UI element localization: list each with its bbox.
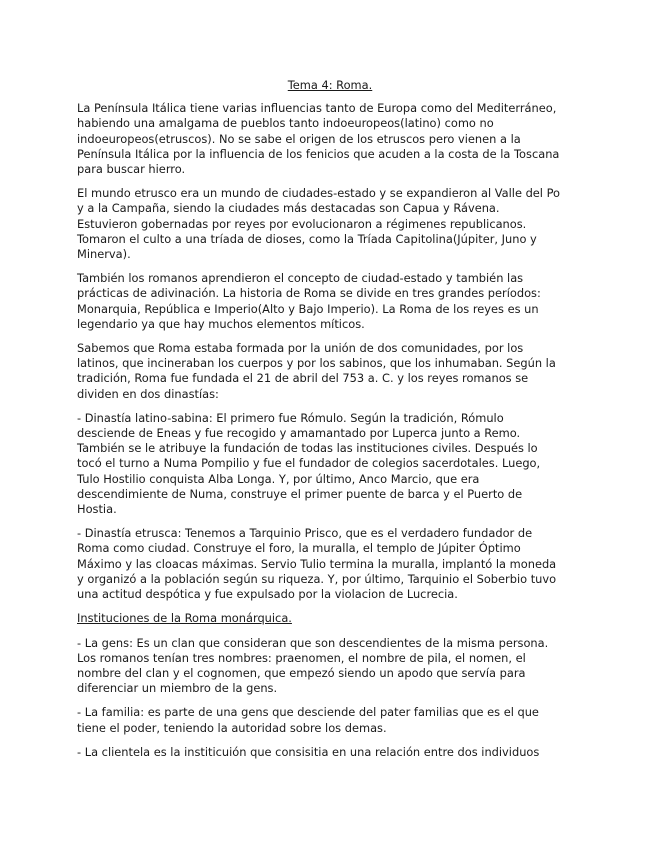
- text-line: descendimiente de Numa, construye el primer puente de barca y el Puerto de: [77, 486, 523, 501]
- paragraph: [77, 745, 583, 760]
- text-line: tradición, Roma fue fundada el 21 de abril del 753 a. C. y los reyes romanos se: [77, 371, 529, 386]
- text-line: indoeuropeos(etruscos). No se sabe el origen de los etruscos pero vienen a la: [77, 131, 521, 146]
- text-line: Roma como ciudad. Construye el foro, la muralla, el templo de Júpiter Óptimo: [77, 541, 521, 556]
- text-line: - La clientela es la institicuión que consisitia en una relación entre dos individuos: [77, 744, 540, 759]
- text-line: y organizó a la población según su riqueza. Y, por último, Tarquinio el Soberbio tuvo: [77, 571, 557, 586]
- text-line: - La familia: es parte de una gens que desciende del pater familias que es el que: [77, 705, 539, 720]
- text-line: prácticas de adivinación. La historia de Roma se divide en tres grandes períodos:: [77, 286, 541, 301]
- text-line: - La gens: Es un clan que consideran que son descendientes de la misma persona.: [77, 635, 549, 650]
- text-line: tiene el poder, teniendo la autoridad sobre los demas.: [77, 720, 387, 735]
- document-title: Tema 4: Roma.: [287, 78, 373, 92]
- text-line: Estuvieron gobernadas por reyes por evolucionaron a régimenes republicanos.: [77, 216, 527, 231]
- text-line: Minerva).: [77, 247, 131, 262]
- text-line: una actitud despótica y fue expulsado por la violacion de Lucrecia.: [77, 587, 458, 602]
- paragraph: [77, 411, 583, 517]
- text-line: diferenciar un miembro de la gens.: [77, 681, 278, 696]
- paragraph: [77, 186, 583, 262]
- document-page: [77, 78, 583, 769]
- text-line: Sabemos que Roma estaba formada por la unión de dos comunidades, por los: [77, 341, 524, 356]
- text-line: Máximo y las cloacas máximas. Servio Tulio termina la muralla, implantó la moneda: [77, 556, 557, 571]
- text-line: tocó el turno a Numa Pompilio y fue el fundador de colegios sacerdotales. Luego,: [77, 456, 541, 471]
- text-line: nombre del clan y el cognomen, que empezó siendo un apodo que servía para: [77, 665, 526, 680]
- paragraph: [77, 526, 583, 602]
- section-heading: Instituciones de la Roma monárquica.: [77, 611, 292, 626]
- text-line: - Dinastía etrusca: Tenemos a Tarquinio Prisco, que es el verdadero fundador de: [77, 526, 533, 541]
- paragraph: [77, 705, 583, 735]
- text-line: También se le atribuye la fundación de todas las instituciones civiles. Después lo: [77, 441, 538, 456]
- text-line: Monarquia, República e Imperio(Alto y Bajo Imperio). La Roma de los reyes es un: [77, 301, 539, 316]
- paragraph: [77, 636, 583, 697]
- text-line: Los romanos tenían tres nombres: praenomen, el nombre de pila, el nomen, el: [77, 650, 526, 665]
- paragraph: [77, 341, 583, 402]
- text-line: - Dinastía latino-sabina: El primero fue Rómulo. Según la tradición, Rómulo: [77, 410, 504, 425]
- paragraph: [77, 271, 583, 332]
- text-line: Hostia.: [77, 502, 117, 517]
- text-line: desciende de Eneas y fue recogido y amamantado por Luperca junto a Remo.: [77, 426, 521, 441]
- text-line: habiendo una amalgama de pueblos tanto indoeuropeos(latino) como no: [77, 116, 494, 131]
- text-line: El mundo etrusco era un mundo de ciudades-estado y se expandieron al Valle del Po: [77, 186, 561, 201]
- text-line: para buscar hierro.: [77, 162, 186, 177]
- text-line: latinos, que incineraban los cuerpos y por los sabinos, que los inhumaban. Según la: [77, 356, 556, 371]
- text-line: Tulo Hostilio conquista Alba Longa. Y, por último, Anco Marcio, que era: [77, 471, 480, 486]
- text-line: legendario ya que hay muchos elementos míticos.: [77, 316, 365, 331]
- paragraph: [77, 101, 583, 177]
- text-line: La Península Itálica tiene varias influencias tanto de Europa como del Mediterráneo,: [77, 101, 557, 116]
- text-line: Península Itálica por la influencia de los fenicios que acuden a la costa de la Toscana: [77, 146, 560, 161]
- text-line: y a la Campaña, siendo la ciudades más destacadas son Capua y Rávena.: [77, 201, 500, 216]
- text-line: También los romanos aprendieron el concepto de ciudad-estado y también las: [77, 271, 524, 286]
- text-line: Tomaron el culto a una tríada de dioses, como la Tríada Capitolina(Júpiter, Juno y: [77, 231, 537, 246]
- text-line: dividen en dos dinastías:: [77, 386, 219, 401]
